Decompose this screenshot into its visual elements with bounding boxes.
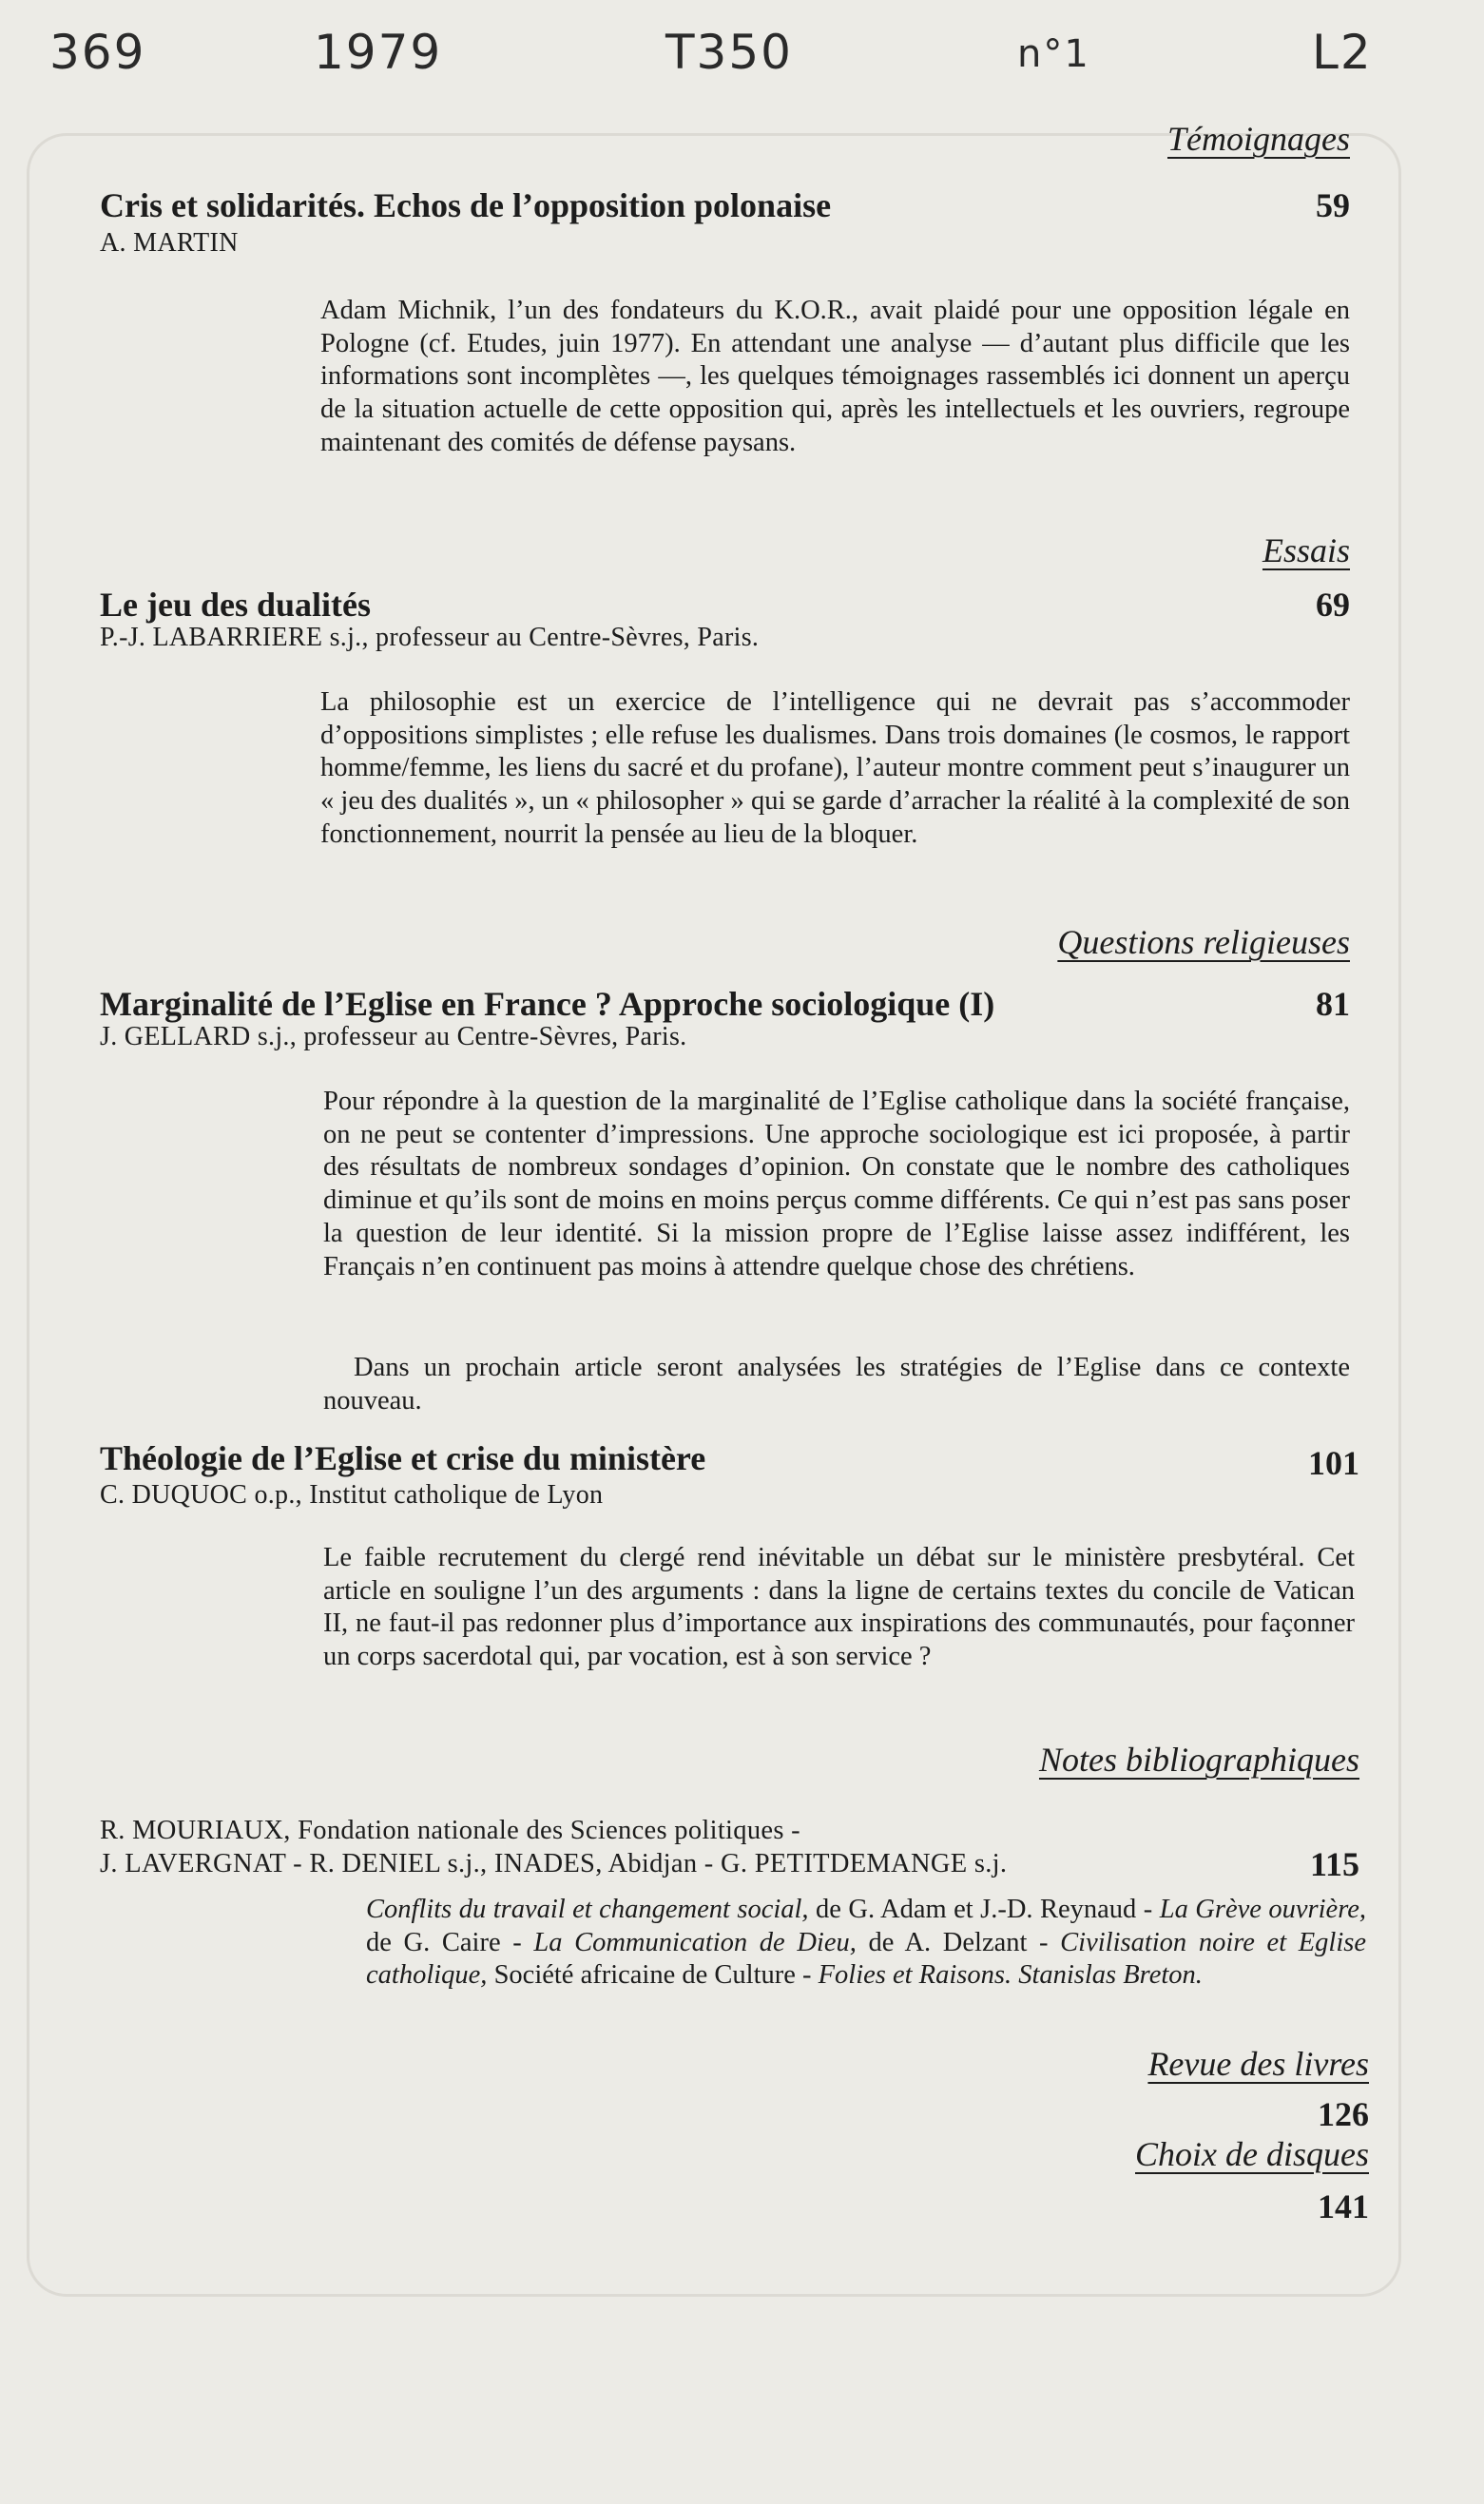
section-heading-revue-des-livres: Revue des livres — [1147, 2045, 1369, 2083]
book-author-4: Société africaine de Culture - — [487, 1960, 819, 1991]
book-author-2: de G. Caire - — [366, 1927, 534, 1957]
article-abstract-3-note: Dans un prochain article seront analysées les stratégies de l’Eglise dans ce contexte nouveau. — [323, 1353, 1350, 1416]
book-author-3: de A. Delzant - — [856, 1927, 1061, 1957]
section-heading-choix-de-disques: Choix de disques — [1135, 2135, 1369, 2173]
revue-page: 126 — [1318, 2095, 1369, 2133]
article-abstract-1: Adam Michnik, l’un des fondateurs du K.O.R., avait plaidé pour une opposition légale en Pologne (cf. Etudes, juin 1977). En attendant une analyse — d’autant plus difficile que les informations sont incomplètes —, les quelques témoignages rassemblés ici donnent un aperçu de la situation actuelle de cette opposition qui, après les intellectuels et les ouvriers, regroupe maintenant des comités de défense paysans. — [320, 296, 1350, 457]
handwritten-note-4: n°1 — [1017, 32, 1090, 76]
section-heading-essais: Essais — [1262, 531, 1350, 569]
article-abstract-4: Le faible recrutement du clergé rend inévitable un débat sur le ministère presbytéral. Cet article en souligne l’un des arguments : dans la ligne de certains textes du concile de Vatican II, ne faut-il pas redonner plus d’importance aux inspirations des communautés, pour façonner un corps sacerdotal qui, par vocation, est à son service ? — [323, 1543, 1355, 1672]
handwritten-note-3: T350 — [665, 25, 793, 80]
article-title-4: Théologie de l’Eglise et crise du ministère — [100, 1439, 706, 1477]
article-page-3: 81 — [1316, 985, 1350, 1023]
article-title-2: Le jeu des dualités — [100, 586, 372, 624]
notes-book-list — [366, 1894, 1366, 1993]
article-title-3: Marginalité de l’Eglise en France ? Approche sociologique (I) — [100, 985, 995, 1023]
book-title-1: Conflits du travail et changement social, — [366, 1895, 809, 1924]
section-heading-notes-bibliographiques: Notes bibliographiques — [1038, 1741, 1359, 1779]
article-author-2: P.-J. LABARRIERE s.j., professeur au Centre-Sèvres, Paris. — [100, 623, 760, 652]
section-heading-questions-religieuses: Questions religieuses — [1057, 923, 1350, 961]
article-author-4: C. DUQUOC o.p., Institut catholique de Lyon — [100, 1480, 604, 1510]
handwritten-note-1: 369 — [49, 25, 146, 80]
article-page-4: 101 — [1308, 1444, 1359, 1482]
article-abstract-2: La philosophie est un exercice de l’intelligence qui ne devrait pas s’accommoder d’oppositions simplistes ; elle refuse les dualismes. Dans trois domaines (le cosmos, le rapport homme/femme, les liens du sacré et du profane), l’auteur montre comment peut s’inaugurer un « jeu des dualités », un « philosopher » qui se garde d’arracher la réalité à la complexité de son fonctionnement, nourrit la pensée au lieu de la bloquer. — [320, 687, 1350, 849]
book-title-4: Civilisation noire et Eglise catholique, — [366, 1927, 1366, 1991]
article-author-3: J. GELLARD s.j., professeur au Centre-Sèvres, Paris. — [100, 1022, 687, 1051]
notes-contributors-line-2: J. LAVERGNAT - R. DENIEL s.j., INADES, Abidjan - G. PETITDEMANGE s.j. — [100, 1849, 1008, 1878]
article-title-1: Cris et solidarités. Echos de l’opposition polonaise — [100, 186, 832, 224]
disques-page: 141 — [1318, 2187, 1369, 2225]
notes-page: 115 — [1309, 1845, 1359, 1883]
book-title-5: Folies et Raisons. Stanislas Breton. — [818, 1960, 1203, 1991]
notes-contributors-line-1: R. MOURIAUX, Fondation nationale des Sciences politiques - — [100, 1816, 800, 1845]
book-title-2: La Grève ouvrière, — [1159, 1895, 1366, 1924]
article-page-1: 59 — [1316, 186, 1350, 224]
book-title-3: La Communication de Dieu, — [533, 1927, 857, 1957]
article-abstract-3: Pour répondre à la question de la marginalité de l’Eglise catholique dans la société française, on ne peut se contenter d’impressions. Une approche sociologique est ici proposée, à partir des résultats de nombreux sondages d’opinion. On constate que le nombre des catholiques diminue et qu’ils sont de moins en moins perçus comme différents. Ce qui n’est pas sans poser la question de leur identité. Si la mission propre de l’Eglise laisse assez indifférent, les Français n’en continuent pas moins à attendre quelque chose des chrétiens. — [323, 1087, 1350, 1281]
section-heading-temoignages: Témoignages — [1167, 120, 1350, 158]
article-page-2: 69 — [1316, 586, 1350, 624]
article-author-1: A. MARTIN — [100, 228, 239, 258]
handwritten-note-2: 1979 — [314, 25, 443, 80]
handwritten-note-5: L2 — [1312, 25, 1373, 80]
book-author-1: de G. Adam et J.-D. Reynaud - — [808, 1895, 1160, 1924]
